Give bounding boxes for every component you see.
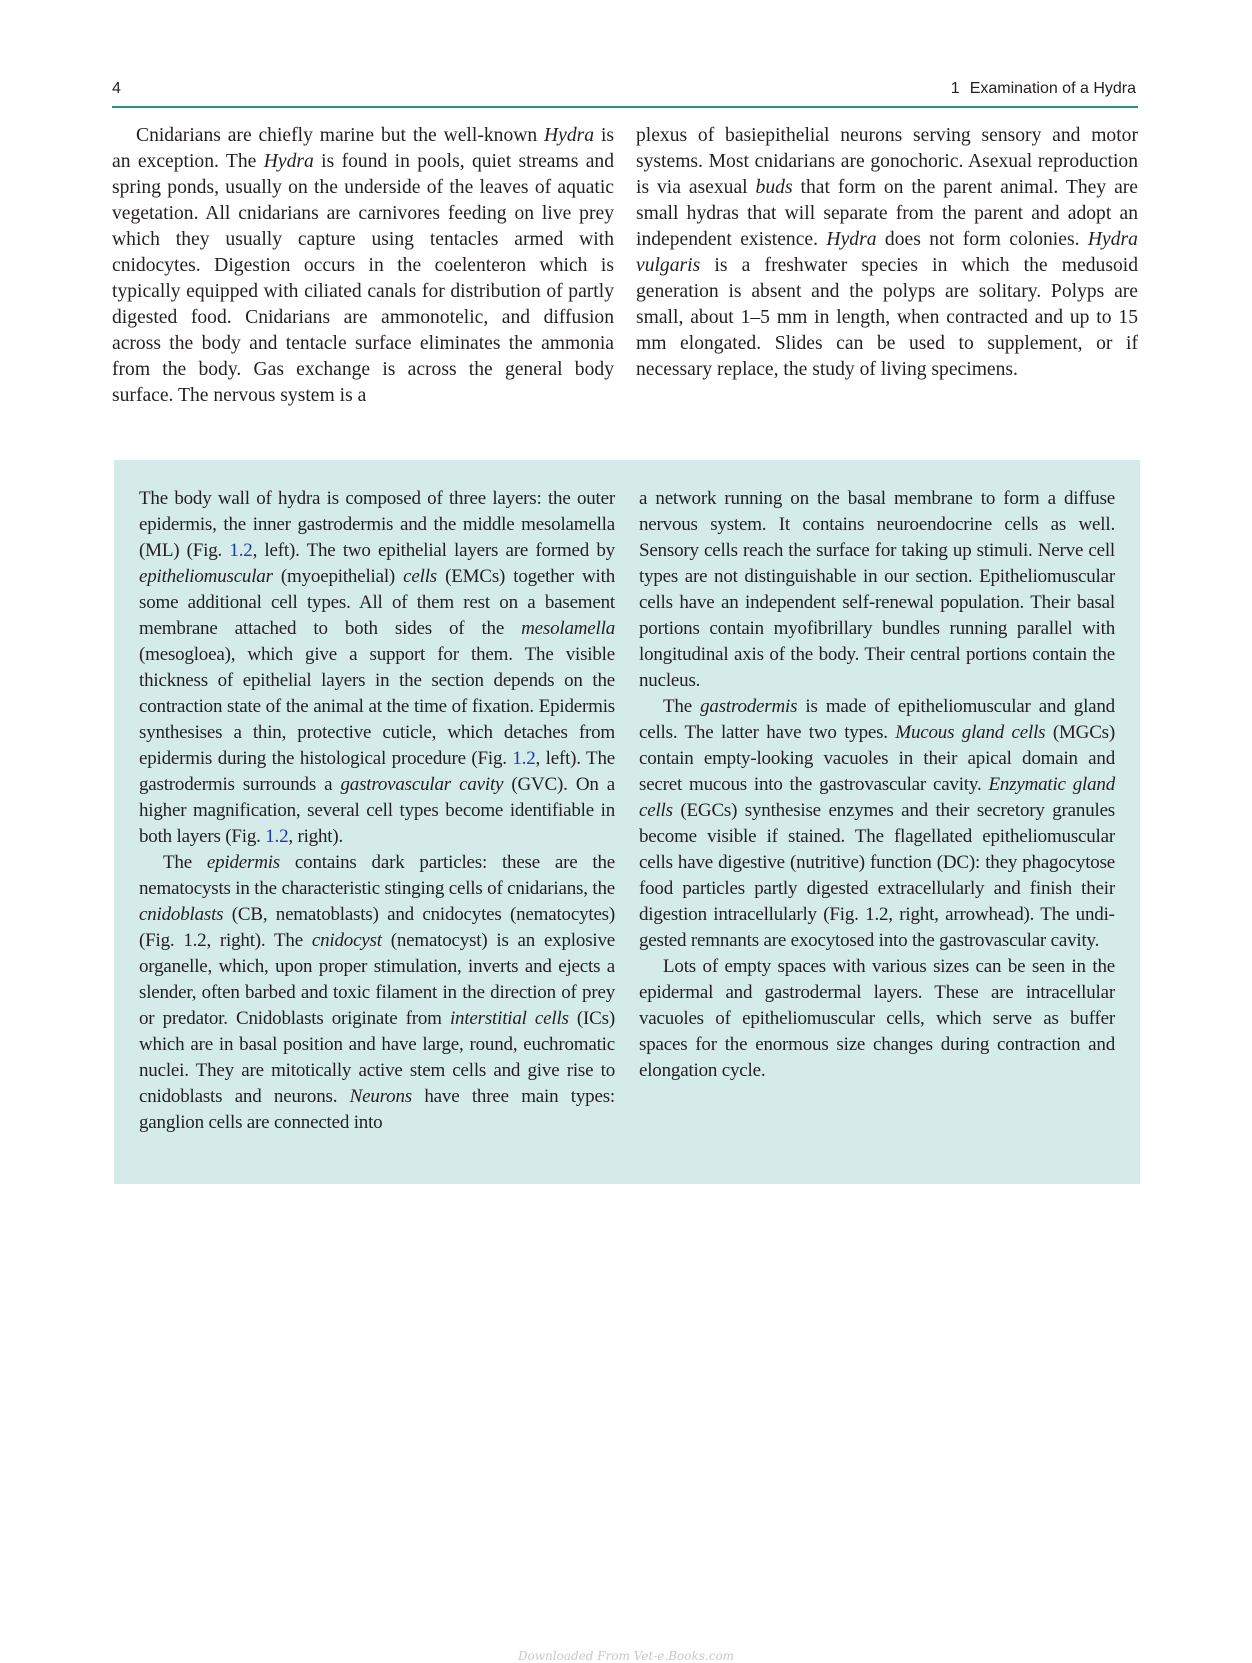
italic-term: cnidoblasts	[139, 904, 224, 925]
text-run: is made of epitheliomuscular and gland cells. The latter have two types.	[639, 696, 1115, 743]
download-watermark: Downloaded From Vet-e.Books.com	[517, 1649, 735, 1663]
text-run: The	[663, 696, 701, 717]
italic-term: epitheliomuscular	[139, 566, 273, 587]
intro-paragraph-left	[112, 123, 614, 409]
text-run: is found in pools, quiet streams and spring ponds, usually on the underside of the leaves of aquatic vegetation. All cnidarians are carnivores feeding on live prey which they usually capture using tentacles armed with cnidocytes. Digestion occurs in the coelenteron which is typically equipped with ciliated canals for distribution of partly digested food. Cnidarians are ammonotelic, and diffusion across the body and tentacle surface eliminates the ammonia from the body. Gas exchange is across the general body surface. The nervous system is a	[112, 151, 614, 406]
italic-term: epidermis	[206, 852, 280, 873]
chapter-heading	[951, 80, 1136, 98]
italic-term: Hydra	[544, 125, 595, 146]
intro-left-column	[112, 123, 614, 409]
vacuoles-paragraph	[639, 954, 1115, 1084]
text-run: (ICs) which are in basal position and have large, round, euchromatic nuclei. They are mitotically active stem cells and give rise to cnidoblasts and neurons.	[139, 1008, 615, 1107]
box-left-column	[139, 486, 615, 1136]
italic-term: gastrovascular cavity	[340, 774, 504, 795]
text-run: Lots of empty spaces with various sizes can be seen in the epidermal and gastrodermal layers. These are intracellular vacuoles of epitheliomuscular cells, which serve as buffer spaces for the enormous size changes during contraction and elongation cycle.	[639, 956, 1115, 1081]
intro-right-column	[636, 123, 1138, 383]
text-run: a network running on the basal membrane to form a diffuse nervous system. It contains neuroendocrine cells as well. Sensory cells reach the surface for taking up stimuli. Nerve cell types are not distinguishable in our section. Epitheliomuscular cells have an independent self-renewal population. Their basal portions contain myofibrillary bundles running parallel with longitudinal axis of the body. Their central portions contain the nucleus.	[639, 488, 1115, 691]
text-run: does not form colonies.	[876, 229, 1088, 250]
text-run: The body wall of hydra is composed of three layers: the outer epidermis, the inner gastrodermis and the middle mesolamella (ML) (Fig.	[139, 488, 615, 561]
figure-link[interactable]: 1.2	[229, 540, 253, 561]
text-run: , left). The gastrodermis surrounds a	[139, 748, 615, 795]
text-run: (mesogloea), which give a support for them. The visible thickness of epithelial layers in the section depends on the contraction state of the animal at the time of fixation. Epidermis synthesises a thin, protective cuticle, which detaches from epidermis during the histological procedure (Fig.	[139, 644, 615, 769]
italic-term: buds	[755, 177, 793, 198]
italic-term: interstitial cells	[449, 1008, 569, 1029]
epidermis-paragraph	[139, 850, 615, 1136]
italic-term: Enzymatic gland cells	[639, 774, 1115, 821]
text-run: (CB, nematoblasts) and cnidocytes (nematocytes) (Fig. 1.2, right). The	[139, 904, 615, 951]
italic-term: Mucous gland cells	[895, 722, 1046, 743]
histology-text-box	[114, 460, 1140, 1184]
italic-term: Hydra	[263, 151, 314, 172]
text-run: (EGCs) synthesise enzymes and their secretory granules become visible if stained. The flagellated epitheliomuscular cells have digestive (nutritive) function (DC): they phagocytose food particles partly digested extracellularly and finish their digestion intracellularly (Fig. 1.2, right, arrowhead). The undigested remnants are exocytosed into the gastrovascular cavity.	[639, 800, 1115, 951]
page-number: 4	[112, 80, 121, 97]
italic-term: Hydra vulgaris	[636, 229, 1138, 276]
text-run: plexus of basiepithelial neurons serving sensory and motor systems. Most cnidarians are gonochoric. Asexual reproduction is via asexual	[636, 125, 1138, 198]
italic-term: cells	[403, 566, 437, 587]
figure-link[interactable]: 1.2	[265, 826, 289, 847]
text-run: (nematocyst) is an explosive organelle, which, upon proper stimulation, inverts and ejects a slender, often barbed and toxic filament in the direction of prey or predator. Cnidoblasts originate from	[139, 930, 615, 1029]
text-run: is a freshwater species in which the medusoid generation is absent and the polyps are solitary. Polyps are small, about 1–5 mm in length, when contracted and up to 15 mm elongated. Slides can be used to supplement, or if necessary replace, the study of living specimens.	[636, 255, 1138, 380]
intro-paragraph-right	[636, 123, 1138, 383]
gastrodermis-paragraph	[639, 694, 1115, 954]
body-wall-paragraph	[139, 486, 615, 850]
text-run: , left). The two epithelial layers are formed by	[252, 540, 615, 561]
text-run: (MGCs) contain empty-looking vacuoles in their apical domain and secret mucous into the gastrovascular cavity.	[639, 722, 1115, 795]
italic-term: Neurons	[349, 1086, 412, 1107]
nervous-system-paragraph	[639, 486, 1115, 694]
text-run: that form on the parent animal. They are small hydras that will separate from the parent and adopt an independent existence.	[636, 177, 1138, 250]
text-run: (myoepithelial)	[272, 566, 404, 587]
figure-link[interactable]: 1.2	[512, 748, 536, 769]
text-run: The	[163, 852, 207, 873]
text-run: Cnidarians are chiefly marine but the well-known	[136, 125, 545, 146]
text-run: , right).	[288, 826, 344, 847]
italic-term: Hydra	[826, 229, 877, 250]
italic-term: cnidocyst	[311, 930, 382, 951]
text-run: have three main types: ganglion cells are connected into	[139, 1086, 615, 1133]
text-run: is an exception. The	[112, 125, 615, 172]
running-header	[112, 78, 1138, 108]
italic-term: gastrodermis	[700, 696, 798, 717]
box-right-column	[639, 486, 1115, 1084]
italic-term: mesolamella	[521, 618, 615, 639]
text-run: (EMCs) together with some additional cell types. All of them rest on a basement membrane attached to both sides of the	[139, 566, 615, 639]
chapter-title: Examination of a Hydra	[969, 80, 1136, 97]
text-run: (GVC). On a higher magnification, several cell types become identifiable in both layers (Fig.	[139, 774, 615, 847]
chapter-number: 1	[950, 80, 960, 97]
text-run: contains dark particles: these are the nematocysts in the characteristic stinging cells of cnidarians, the	[139, 852, 616, 899]
